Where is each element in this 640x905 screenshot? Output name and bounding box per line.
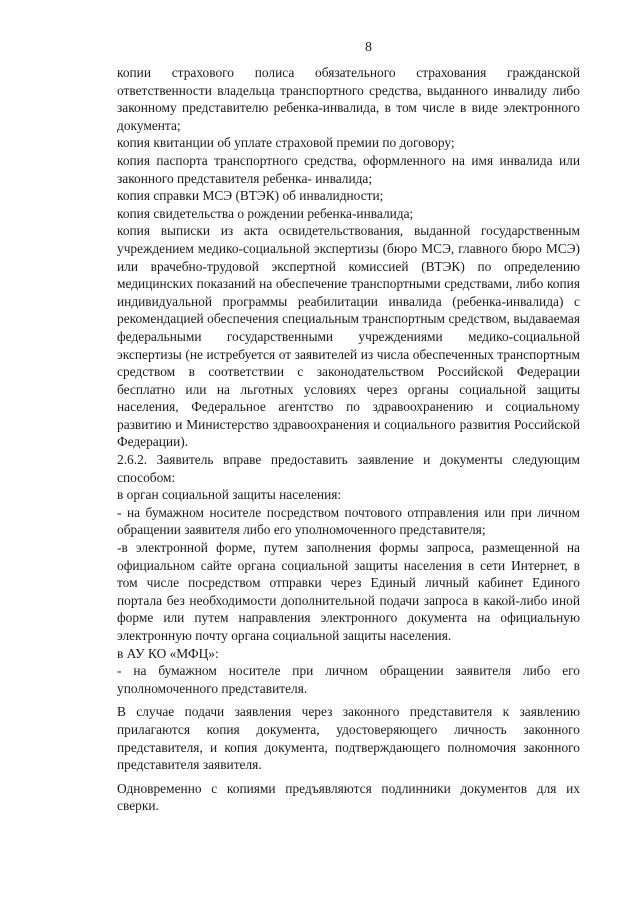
paragraph-social-protection-body: в орган социальной защиты населения: — [117, 487, 342, 503]
paragraph-section-2-6-2: 2.6.2. Заявитель вправе предоставить заявление и документы следующим способом: — [117, 452, 580, 485]
paragraph-insurance-receipt: копия квитанции об уплате страховой премии по договору; — [117, 135, 455, 151]
paragraph-birth-certificate: копия свидетельства о рождении ребенка-инвалида; — [117, 205, 414, 221]
paragraph-mfc: в АУ КО «МФЦ»: — [117, 645, 219, 661]
paragraph-examination-extract: копия выписки из акта освидетельствования, выданной государственным учреждением медико-социальной экспертизы (бюро МСЭ, главного бюро МСЭ) или врачебно-трудовой экспертной комиссией (ВТЭК) по определению медицинских показаний на обеспечение транспортными средствами, либо копия индивидуальной программы реабилитации инвалида (ребенка-инвалида) с рекомендацией обеспечения специальным транспортным средством, выдаваемая федеральными государственными учреждениями медико-социальной экспертизы (не истребуется от заявителей из числа обеспеченных транспортным средством в соответствии с законодательством Российской Федерации бесплатно или на льготных условиях через органы социальной защиты населения, Федеральное агентство по здравоохранению и социальному развитию и Министерство здравоохранения и социального развития Российской Федерации). — [117, 223, 580, 450]
paragraph-legal-representative: В случае подачи заявления через законного представителя к заявлению прилагаются копия документа, удостоверяющего личность законного представителя, и копия документа, подтверждающего полномочия законного представителя заявителя. — [117, 704, 580, 773]
paragraph-paper-mail: - на бумажном носителе посредством почтового отправления или при личном обращении заявителя либо его уполномоченного представителя; — [117, 504, 580, 538]
page-number: 8 — [365, 40, 372, 55]
paragraph-mse-certificate: копия справки МСЭ (ВТЭК) об инвалидности; — [117, 188, 384, 204]
paragraph-insurance-policy: копии страхового полиса обязательного страхования гражданской ответственности владельца транспортного средства, выданного инвалиду либо законному представителю ребенка-инвалида, в том числе в виде электронного документа; — [117, 65, 580, 133]
paragraph-mfc-paper: - на бумажном носителе при личном обращении заявителя либо его уполномоченного представителя. — [117, 663, 580, 696]
paragraph-electronic-form: -в электронной форме, путем заполнения формы запроса, размещенной на официальном сайте органа социальной защиты населения в сети Интернет, в том числе посредством отправки через Единый личный кабинет Единого портала без необходимости дополнительной подачи запроса в какой-либо иной форме или путем направления электронного документа на официальную электронную почту органа социальной защиты населения. — [117, 540, 580, 643]
paragraph-vehicle-passport: копия паспорта транспортного средства, оформленного на имя инвалида или законного представителя ребенка- инвалида; — [117, 152, 580, 186]
paragraph-originals: Одновременно с копиями предъявляются подлинники документов для их сверки. — [117, 780, 580, 814]
